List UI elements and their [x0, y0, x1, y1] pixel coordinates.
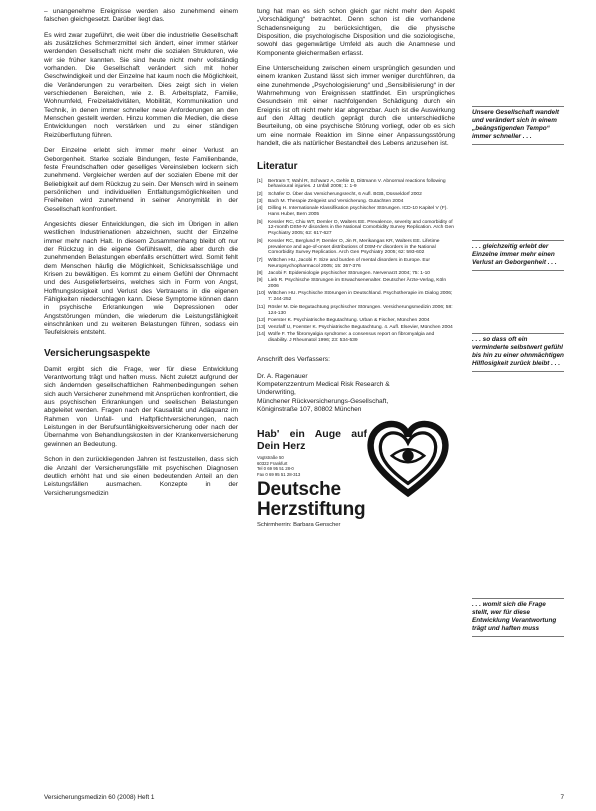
paragraph: Der Einzelne erlebt sich immer mehr einer Verlust an Geborgenheit. Starke soziale Bindungen, feste Familienbande, feste Freundschaften oder geselliges Vereinsleben lockern sich zunehmend. Vergleicher werden auf der sozialen Ebene mit der Beliebigkeit auf dem Rückzug zu sein. Der Mensch wird in seinem persönlichen und individuellen Entfaltungsmöglichkeiten und Freiheiten wird zunehmend in seiner Anonymität in der Gesellschaft konfrontiert.	[44, 147, 238, 213]
address-line: Münchener Rückversicherungs-Gesellschaft,	[257, 397, 389, 405]
paragraph: Es wird zwar zugeführt, die weit über die industrielle Gesellschaft als zusätzliches Schmerzmittel sich ändert, einer immer stärker werdenden Gesellschaft nicht mehr die sozialen Strukturen, wie wir sie früher kannten. Sie sind heute nicht mehr vollständig vorhanden. Die Gesellschaft verändert sich mit hoher Geschwindigkeit und der Einzelne hat kaum noch die Möglichkeit, die Veränderungen zu verarbeiten. Dies zeigt sich in vielen verschiedenen Bereichen, wie z. B. Arbeitsplatz, Familie, Wohnumfeld, Freizeitaktivitäten, Mobilität, Kommunikation und Technik, in denen immer schneller neue Anforderungen an den Menschen gestellt werden. Hinzu kommen die Medien, die diese Entwicklungen noch verstärken und zu einer ständigen Reizüberflutung führen.	[44, 31, 238, 139]
paragraph: Eine Unterscheidung zwischen einem ursprünglich gesunden und einem kranken Zustand lässt sich immer weniger durchführen, da eine zunehmende „Psychologisierung“ und „Sensibilisierung“ in der Wahrnehmung von Ereignissen stattfindet. Ein ursprüngliches Gesundsein mit einer nachfolgenden Schädigung durch ein Ereignis ist oft nicht mehr klar abgrenzbar. Auch ist die Auswirkung auf den Alltag deutlich geprägt durch die unterschiedliche Beurteilung, ob eine psychische Störung vorliegt, oder ob es sich um eine normale Reaktion im Sinne einer Anpassungsstörung handelt, die als natürlicher Bestandteil des Lebens anzusehen ist.	[257, 65, 455, 148]
herzstiftung-advertisement	[257, 428, 455, 548]
address-line: Dr. A. Ragenauer	[257, 372, 308, 380]
ad-patron: Schirmherrin: Barbara Genscher	[257, 521, 341, 528]
reference-item: [10] Wittchen HU. Psychische Störungen in Deutschland. Psychotherapie im Dialog 2006; 7: 244-252	[257, 291, 453, 303]
ad-brand-line: Deutsche	[257, 478, 341, 500]
pull-quote: . . . womit sich die Frage stellt, wer für diese Entwicklung Verantwortung trägt und haften muss	[472, 598, 564, 637]
address-line: Kompetenzzentrum Medical Risk Research &	[257, 380, 390, 388]
heart-eye-icon	[367, 420, 449, 498]
section-heading: Versicherungsaspekte	[44, 347, 151, 359]
paragraph: Damit ergibt sich die Frage, wer für diese Entwicklung Verantwortung trägt und haften muss. Nicht zuletzt aufgrund der sich ändernden gesellschaftlichen Rahmenbedingungen sehen sich auch Versicherer zunehmend mit Ansprüchen konfrontiert, die aus psychischen Erkrankungen und seelischen Belastungen abgeleitet werden. Fragen nach der Kausalität und Adäquanz im Rahmen von Unfall- und Haftpflichtversicherungen, nach Leistungen in der Berufsunfähigkeitsversicherung oder nach der Übernahme von Behandlungskosten in der Krankenversicherung gewinnen an Bedeutung.	[44, 365, 238, 448]
reference-list	[257, 179, 455, 345]
ad-contact-line: Fax 0 69 95 51 28-313	[257, 472, 301, 478]
ad-contact-line: Tel 0 69 95 51 28-0	[257, 466, 294, 472]
reference-item: [7] Wittchen HU, Jacobi F. Size and burden of mental disorders in Europe. Eur Neuropsychopharmacol 2005; 15: 357-376	[257, 257, 431, 269]
paragraph: Schon in den zurückliegenden Jahren ist festzustellen, dass sich die Anzahl der Versicherungsfälle mit psychischen Diagnosen deutlich erhöht hat und sie einen bedeutenden Anteil an den Leistungsfällen ausmachen. Konzepte in der Versicherungsmedizin	[44, 456, 238, 497]
reference-item: [8] Jacobi F. Epidemiologie psychischer Störungen. Nervenarzt 2004; 75: 1-10	[257, 270, 431, 276]
reference-item: [9] Lieb R. Psychische Störungen im Erwachsenenalter. Deutscher Ärzte-Verlag, Köln 2006	[257, 278, 447, 290]
reference-item: [2] Schäfer D. Über das Versicherungsrecht, 6 Aufl. BGB, Düsseldorf 2002	[257, 191, 422, 197]
reference-item: [5] Kessler RC, Chiu WT, Demler O, Walters EE. Prevalence, severity and comorbidity of 12-month DSM-IV disorders in the National Comorbidity Survey Replication. Arch Gen Psychiatry 2005; 62: 617-627	[257, 219, 454, 237]
reference-item: [4] Dilling H. Internationale Klassifikation psychischer Störungen. ICD-10 Kapitel V (F). Hans Huber, Bern 2005	[257, 206, 448, 218]
author-address	[257, 356, 455, 414]
ad-brand-line: Herzstiftung	[257, 498, 366, 520]
literature-heading: Literatur	[257, 160, 298, 172]
address-line: Königinstraße 107, 80802 München	[257, 405, 362, 413]
page-number: 7	[560, 794, 564, 801]
ad-contact-line: Vogtstraße 50	[257, 455, 284, 461]
ad-headline: Hab' ein Auge auf Dein Herz	[257, 428, 367, 453]
pull-quote: . . . so dass oft ein verminderte selbstwert gefühl bis hin zu einer ohnmächtigen Hilflosigkeit zurück bleibt . . .	[472, 333, 564, 372]
journal-footer: Versicherungsmedizin 60 (2008) Heft 1	[44, 794, 155, 801]
pull-quote: Unsere Gesellschaft wandelt und verändert sich in einem „beängstigenden Tempo“ immer schneller . . .	[472, 106, 564, 145]
paragraph: tung hat man es sich schon gleich gar nicht mehr den Aspekt „Vorschädigung“ betrachtet. Denn schon ist die vorhandene Schadensneigung zu berücksichtigen, die die physische Disposition, die psychologische Disposition und die soziologische, sowohl das gegenwärtige Umfeld als auch die Anamnese und Komponente gleichermaßen erfasst.	[257, 8, 455, 57]
column-left	[44, 8, 238, 498]
paragraph: – unangenehme Ereignisse werden also zunehmend einem falschen gleichgesetzt. Darüber liegt das.	[44, 8, 238, 24]
reference-item: [13] Venzlaff U, Foerster K. Psychiatrische Begutachtung. 4. Aufl. Elsevier, München 2004	[257, 325, 453, 331]
paragraph: Angesichts dieser Entwicklungen, die sich im Übrigen in allen westlichen Industrienationen abzeichnen, sucht der Einzelne immer mehr nach Halt. In diesem Zusammenhang bleibt oft nur der Rückzug in die eigene Gefühlswelt, die aber durch die zunehmenden Belastungen ebenfalls erschüttert wird. Somit fehlt dem Menschen häufig die Möglichkeit, Schicksalsschläge und Krisen zu bewältigen. Es kommt zu einem Gefühl der Ohnmacht und des Ausgeliefertseins, welches sich in Form von Angst, Hoffnungslosigkeit und Verlust des Vertrauens in die eigenen Fähigkeiten niederschlagen kann. Diese Symptome können dann in psychische Erkrankungen wie Depressionen oder Angststörungen münden, die wiederum die Leistungsfähigkeit einschränken und zu weiteren Belastungen führen, sodass ein Teufelskreis entsteht.	[44, 220, 238, 337]
reference-item: [14] Wolfe F. The fibromyalgia syndrome: a consensus report on fibromyalgia and disability. J Rheumatol 1996; 23: 534-539	[257, 332, 435, 344]
pull-quote: . . . gleichzeitig erlebt der Einzelne immer mehr einen Verlust an Geborgenheit . . .	[472, 240, 564, 271]
reference-item: [1] Bertram T, Wahl R, Schwarz A, Gehle D, Dittmann V. Abnormal reactions following behavioural injuries. J Unfall 2006; 1: 1-9	[257, 178, 446, 190]
address-label: Anschrift des Verfassers:	[257, 356, 330, 364]
reference-item: [12] Foerster K. Psychiatrische Begutachtung. Urban & Fischer, München 2004	[257, 317, 430, 323]
sidebar-pull-quotes	[472, 8, 564, 788]
address-line: Underwriting,	[257, 389, 296, 397]
reference-item: [6] Kessler RC, Berglund P, Demler O, Jin R, Merikangas KR, Walters EE. Lifetime prevalence and age-of-onset distributions of DSM-IV disorders in the National Comorbidity Survey Replication. Arch Gen Psychiatry 2005; 62: 593-602	[257, 238, 440, 256]
reference-item: [3] Bach M. Therapie Zeitgeist und Versicherung. Gutachten 2004	[257, 199, 404, 204]
ad-contact	[257, 455, 327, 477]
ad-contact-line: 60322 Frankfurt	[257, 460, 288, 466]
reference-item: [11] Rösler M. Die Begutachtung psychischer Störungen. Versicherungsmedizin 2006; 58: 124-130	[257, 304, 453, 316]
column-middle	[257, 8, 455, 548]
